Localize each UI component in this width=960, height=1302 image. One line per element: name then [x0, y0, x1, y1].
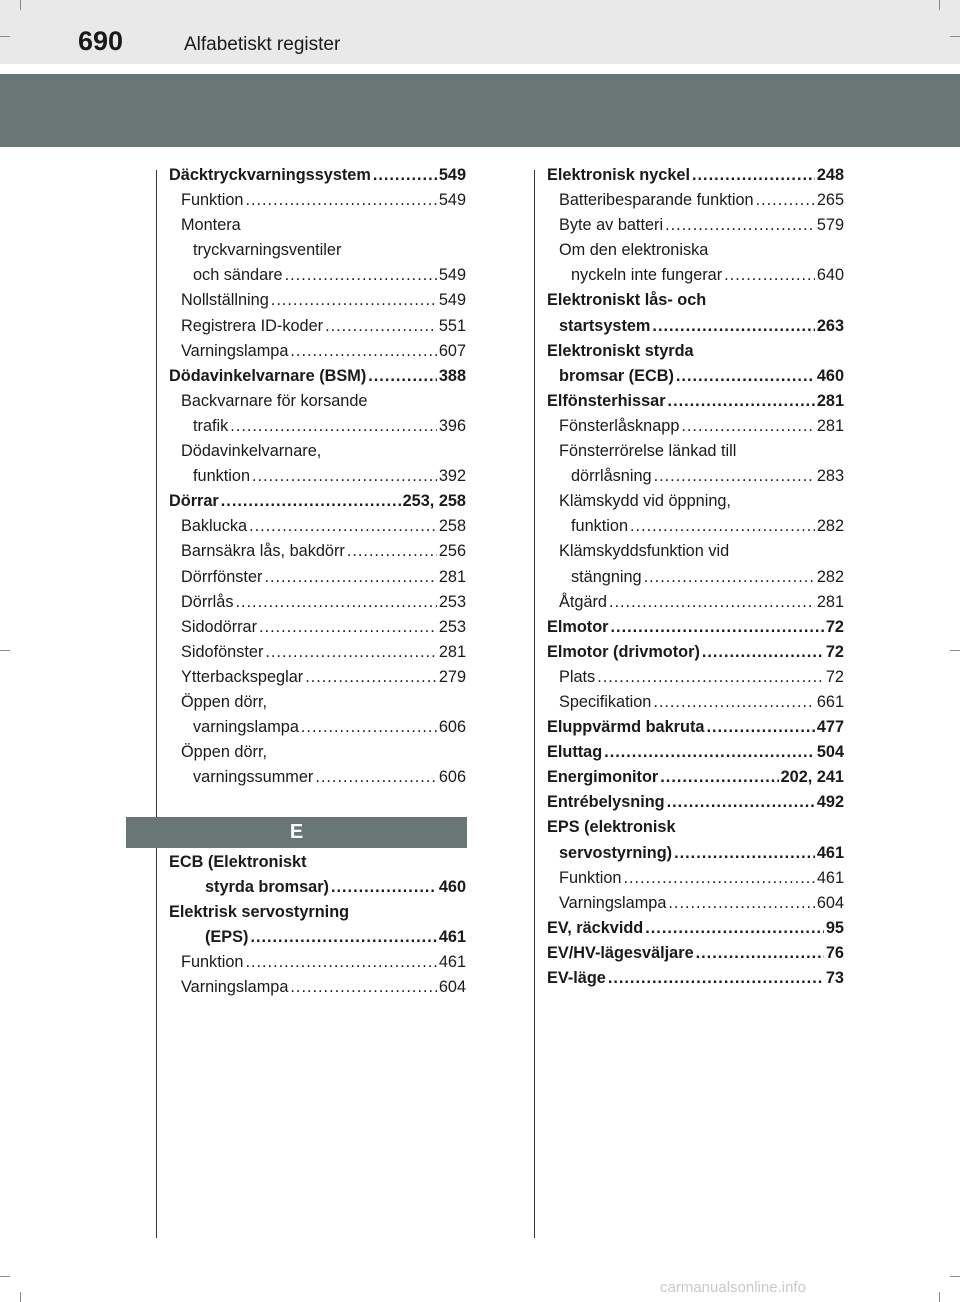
- index-term: Backvarnare för korsande: [181, 391, 368, 410]
- dot-leader: [623, 866, 814, 891]
- index-entry: [547, 263, 844, 288]
- index-term: tryckvarningsventiler: [193, 241, 342, 260]
- page-number: 690: [78, 26, 124, 56]
- dot-leader: [644, 565, 815, 590]
- index-term: Däcktryckvarningssystem: [169, 166, 371, 184]
- index-entry: [169, 850, 466, 875]
- dot-leader: [706, 715, 814, 740]
- index-entry: [547, 389, 844, 414]
- index-term: Öppen dörr,: [181, 743, 267, 762]
- index-entry: [169, 715, 466, 740]
- index-entry: [169, 263, 466, 288]
- index-page-ref: 265: [816, 191, 844, 210]
- crop-mark: [950, 650, 960, 651]
- index-page-ref: 388: [438, 366, 466, 385]
- index-page-ref: 281: [816, 592, 844, 611]
- index-entry: [547, 966, 844, 991]
- index-entry: [547, 464, 844, 489]
- index-page-ref: 396: [438, 416, 466, 435]
- index-term: och sändare: [193, 266, 283, 285]
- index-column-2: [547, 163, 844, 991]
- index-page-ref: 460: [816, 366, 844, 385]
- page-title: Alfabetiskt register: [184, 34, 341, 55]
- index-page-ref: 76: [825, 943, 844, 962]
- dot-leader: [660, 765, 778, 790]
- index-entry: [547, 615, 844, 640]
- index-term: Varningslampa: [559, 893, 667, 912]
- index-term: Elmotor (drivmotor): [547, 642, 700, 661]
- index-entry: [547, 163, 844, 188]
- index-entry: [169, 950, 466, 975]
- dot-leader: [653, 690, 815, 715]
- index-term: Montera: [181, 216, 241, 235]
- index-term: EV, räckvidd: [547, 918, 644, 937]
- index-term: funktion: [193, 467, 251, 486]
- index-term: (EPS): [205, 928, 249, 947]
- index-page-ref: 549: [438, 266, 466, 285]
- index-page-ref: 461: [438, 928, 466, 947]
- index-page-ref: 549: [438, 191, 466, 210]
- index-term: Baklucka: [181, 517, 248, 536]
- dot-leader: [290, 339, 436, 364]
- index-term: Elektronisk nyckel: [547, 166, 690, 184]
- index-term: EV/HV-lägesväljare: [547, 943, 694, 962]
- index-entry: [169, 665, 466, 690]
- index-entry: [547, 213, 844, 238]
- index-term: Eluppvärmd bakruta: [547, 718, 705, 737]
- index-page-ref: 248: [816, 166, 844, 184]
- index-page-ref: 73: [825, 969, 844, 987]
- index-entry: [169, 539, 466, 564]
- index-term: Registrera ID-koder: [181, 316, 324, 335]
- crop-mark: [939, 0, 940, 10]
- index-page-ref: 661: [816, 692, 844, 711]
- dot-leader: [692, 163, 815, 188]
- dot-leader: [252, 464, 437, 489]
- index-term: Byte av batteri: [559, 216, 664, 235]
- index-page-ref: 604: [816, 893, 844, 912]
- index-page-ref: 72: [825, 617, 844, 636]
- index-entry: [169, 238, 466, 263]
- index-page-ref: 258: [438, 517, 466, 536]
- index-entry: [547, 489, 844, 514]
- index-entry: [547, 891, 844, 916]
- index-term: Elmotor: [547, 617, 609, 636]
- dot-leader: [724, 263, 815, 288]
- index-entry: [169, 163, 466, 188]
- dot-leader: [347, 539, 437, 564]
- index-entry: [547, 565, 844, 590]
- index-term: Sidodörrar: [181, 617, 258, 636]
- index-page-ref: 549: [438, 291, 466, 310]
- index-entry: [169, 288, 466, 313]
- index-entry: [169, 590, 466, 615]
- index-entry: [169, 188, 466, 213]
- index-page-ref: 549: [438, 166, 466, 184]
- crop-mark: [0, 650, 10, 651]
- index-page-ref: 461: [438, 953, 466, 972]
- crop-mark: [20, 1292, 21, 1302]
- index-term: Nollställning: [181, 291, 269, 310]
- index-entry: [547, 690, 844, 715]
- index-entry: [547, 414, 844, 439]
- dot-leader: [245, 188, 436, 213]
- index-entry: [169, 389, 466, 414]
- index-page-ref: 461: [816, 843, 844, 862]
- index-page-ref: 253: [438, 617, 466, 636]
- index-column-1-e: [169, 850, 466, 1001]
- dot-leader: [676, 364, 815, 389]
- index-page-ref: 604: [438, 978, 466, 997]
- dot-leader: [235, 590, 436, 615]
- index-page-ref: 253: [438, 592, 466, 611]
- crop-mark: [20, 0, 21, 10]
- index-page-ref: 607: [438, 341, 466, 360]
- index-page-ref: 202, 241: [780, 768, 844, 787]
- index-term: Funktion: [559, 868, 622, 887]
- index-page-ref: 281: [438, 567, 466, 586]
- index-term: Klämskyddsfunktion vid: [559, 542, 730, 561]
- index-column-1: [169, 163, 466, 790]
- index-term: Funktion: [181, 191, 244, 210]
- index-page-ref: 606: [438, 768, 466, 787]
- dot-leader: [331, 875, 437, 900]
- index-page-ref: 282: [816, 567, 844, 586]
- index-entry: [547, 740, 844, 765]
- index-entry: [547, 339, 844, 364]
- index-term: Elektroniskt lås- och: [547, 291, 707, 310]
- index-term: Om den elektroniska: [559, 241, 709, 260]
- index-page-ref: 504: [816, 743, 844, 762]
- index-page-ref: 461: [816, 868, 844, 887]
- dot-leader: [652, 314, 814, 339]
- index-term: Klämskydd vid öppning,: [559, 492, 731, 511]
- column-divider-left: [156, 170, 157, 1238]
- index-page-ref: 282: [816, 517, 844, 536]
- index-page-ref: 279: [438, 667, 466, 686]
- dot-leader: [368, 364, 437, 389]
- index-entry: [169, 765, 466, 790]
- index-entry: [547, 288, 844, 313]
- index-term: Öppen dörr,: [181, 692, 267, 711]
- dot-leader: [264, 565, 436, 590]
- index-entry: [169, 975, 466, 1000]
- dot-leader: [696, 941, 824, 966]
- crop-mark: [0, 1276, 10, 1277]
- index-term: Dörrfönster: [181, 567, 263, 586]
- index-term: stängning: [571, 567, 642, 586]
- index-entry: [169, 439, 466, 464]
- dot-leader: [315, 765, 436, 790]
- dot-leader: [290, 975, 436, 1000]
- dot-leader: [265, 640, 436, 665]
- index-page-ref: 72: [825, 667, 844, 686]
- index-term: funktion: [571, 517, 629, 536]
- index-entry: [169, 514, 466, 539]
- index-entry: [547, 715, 844, 740]
- dot-leader: [604, 740, 815, 765]
- index-entry: [169, 875, 466, 900]
- index-page-ref: 256: [438, 542, 466, 561]
- index-list-e: [169, 850, 466, 1001]
- index-term: Elfönsterhissar: [547, 391, 666, 410]
- dot-leader: [325, 314, 437, 339]
- index-page-ref: 72: [825, 642, 844, 661]
- crop-mark: [950, 1276, 960, 1277]
- index-page-ref: 95: [825, 918, 844, 937]
- index-list-d: [169, 163, 466, 790]
- index-term: Funktion: [181, 953, 244, 972]
- index-term: Eluttag: [547, 743, 603, 762]
- index-entry: [169, 900, 466, 925]
- index-page-ref: 606: [438, 718, 466, 737]
- dot-leader: [301, 715, 437, 740]
- dot-leader: [259, 615, 437, 640]
- index-entry: [547, 514, 844, 539]
- index-page-ref: 640: [816, 266, 844, 285]
- index-term: Dödavinkelvarnare,: [181, 442, 322, 461]
- index-entry: [547, 640, 844, 665]
- dot-leader: [285, 263, 437, 288]
- index-term: nyckeln inte fungerar: [571, 266, 723, 285]
- index-page-ref: 253, 258: [402, 492, 466, 511]
- index-entry: [547, 539, 844, 564]
- dot-leader: [305, 665, 437, 690]
- index-page-ref: 492: [816, 793, 844, 812]
- index-entry: [169, 925, 466, 950]
- dot-leader: [597, 665, 824, 690]
- top-strip: [0, 0, 960, 64]
- index-term: trafik: [193, 416, 229, 435]
- index-term: Dörrlås: [181, 592, 234, 611]
- header-band: [0, 74, 960, 147]
- index-term: Entrébelysning: [547, 793, 665, 812]
- index-term: Åtgärd: [559, 592, 607, 611]
- index-entry: [169, 364, 466, 389]
- index-entry: [169, 565, 466, 590]
- index-page-ref: 551: [438, 316, 466, 335]
- index-term: Batteribesparande funktion: [559, 191, 754, 210]
- crop-mark: [950, 36, 960, 37]
- index-page-ref: 477: [816, 718, 844, 737]
- dot-leader: [667, 790, 815, 815]
- index-entry: [547, 815, 844, 840]
- index-term: Specifikation: [559, 692, 652, 711]
- index-term: Dörrar: [169, 492, 219, 511]
- dot-leader: [668, 891, 814, 916]
- index-page-ref: 283: [816, 467, 844, 486]
- dot-leader: [665, 213, 815, 238]
- index-entry: [547, 364, 844, 389]
- index-entry: [547, 238, 844, 263]
- dot-leader: [668, 389, 815, 414]
- index-page-ref: 263: [816, 316, 844, 335]
- index-entry: [169, 213, 466, 238]
- index-term: varningssummer: [193, 768, 314, 787]
- index-entry: [169, 615, 466, 640]
- index-page-ref: 460: [438, 878, 466, 897]
- section-letter-band: E: [126, 817, 467, 848]
- index-term: bromsar (ECB): [559, 366, 674, 385]
- dot-leader: [645, 916, 824, 941]
- dot-leader: [230, 414, 437, 439]
- index-term: Varningslampa: [181, 341, 289, 360]
- dot-leader: [221, 489, 401, 514]
- index-page-ref: 281: [816, 391, 844, 410]
- dot-leader: [756, 188, 815, 213]
- index-term: Dödavinkelvarnare (BSM): [169, 366, 367, 385]
- index-entry: [169, 740, 466, 765]
- index-term: Fönsterlåsknapp: [559, 416, 680, 435]
- index-term: Energimonitor: [547, 768, 659, 787]
- index-term: dörrlåsning: [571, 467, 652, 486]
- index-entry: [547, 590, 844, 615]
- index-page-ref: 579: [816, 216, 844, 235]
- dot-leader: [245, 950, 436, 975]
- index-term: EPS (elektronisk: [547, 818, 676, 837]
- index-page-ref: 281: [438, 642, 466, 661]
- dot-leader: [608, 966, 824, 991]
- index-term: Elektroniskt styrda: [547, 341, 694, 360]
- index-term: Varningslampa: [181, 978, 289, 997]
- dot-leader: [250, 925, 436, 950]
- index-term: Sidofönster: [181, 642, 264, 661]
- dot-leader: [702, 640, 824, 665]
- index-term: Elektrisk servostyrning: [169, 903, 350, 922]
- index-term: ECB (Elektroniskt: [169, 853, 307, 871]
- index-entry: [169, 640, 466, 665]
- index-entry: [547, 790, 844, 815]
- dot-leader: [249, 514, 437, 539]
- index-term: Plats: [559, 667, 596, 686]
- index-entry: [169, 489, 466, 514]
- index-entry: [547, 916, 844, 941]
- index-entry: [547, 188, 844, 213]
- index-entry: [169, 690, 466, 715]
- dot-leader: [611, 615, 824, 640]
- index-term: Barnsäkra lås, bakdörr: [181, 542, 345, 561]
- dot-leader: [630, 514, 815, 539]
- index-term: Fönsterrörelse länkad till: [559, 442, 737, 461]
- index-term: startsystem: [559, 316, 651, 335]
- index-entry: [547, 314, 844, 339]
- index-entry: [547, 665, 844, 690]
- dot-leader: [271, 288, 437, 313]
- dot-leader: [373, 163, 437, 188]
- index-page-ref: 281: [816, 416, 844, 435]
- crop-mark: [0, 36, 10, 37]
- index-term: servostyrning): [559, 843, 673, 862]
- watermark: carmanualsonline.info: [660, 1279, 806, 1296]
- index-entry: [169, 339, 466, 364]
- dot-leader: [681, 414, 814, 439]
- dot-leader: [674, 841, 815, 866]
- index-list-e-continued: [547, 163, 844, 991]
- index-term: varningslampa: [193, 718, 299, 737]
- dot-leader: [609, 590, 815, 615]
- index-entry: [169, 414, 466, 439]
- index-entry: [547, 841, 844, 866]
- index-term: EV-läge: [547, 969, 606, 987]
- dot-leader: [654, 464, 815, 489]
- index-entry: [547, 866, 844, 891]
- index-entry: [169, 464, 466, 489]
- column-divider-right: [534, 170, 535, 1238]
- index-entry: [547, 765, 844, 790]
- index-entry: [547, 941, 844, 966]
- index-page-ref: 392: [438, 467, 466, 486]
- index-term: styrda bromsar): [205, 878, 329, 897]
- crop-mark: [939, 1292, 940, 1302]
- index-entry: [547, 439, 844, 464]
- index-entry: [169, 314, 466, 339]
- index-term: Ytterbackspeglar: [181, 667, 304, 686]
